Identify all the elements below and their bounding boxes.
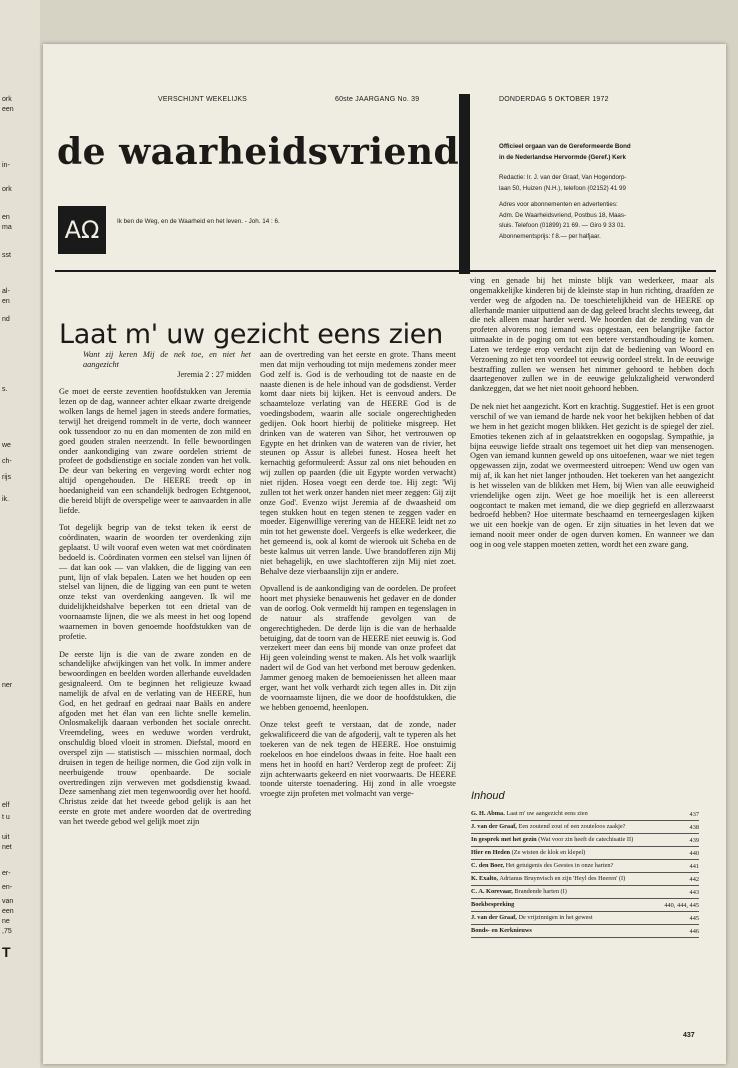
toc-entry-page: 445 [689, 915, 699, 922]
toc-entry-page: 443 [689, 889, 699, 896]
previous-page-fragment: t u [2, 814, 10, 821]
previous-page-edge [0, 0, 40, 1068]
toc-entry-author: G. H. Abma. [471, 810, 505, 817]
publication-info [499, 142, 719, 242]
toc-entry[interactable] [471, 821, 699, 834]
toc-entry-page: 439 [689, 837, 699, 844]
previous-page-fragment: ork [2, 186, 12, 193]
redactie-line-1: Redactie: Ir. J. van der Graaf, Van Hogendorp- [499, 174, 627, 181]
masthead-divider [459, 94, 470, 274]
previous-page-fragment: rijs [2, 474, 11, 481]
previous-page-fragment: s. [2, 386, 8, 393]
toc-entry-author: In gesprek met het gezin [471, 836, 537, 843]
toc-entry[interactable] [471, 886, 699, 899]
toc-entry-page: 440 [689, 850, 699, 857]
adres-line-1: Adres voor abonnementen en advertenties: [499, 201, 618, 208]
previous-page-fragment: nd [2, 316, 10, 323]
toc-entry-page: 438 [689, 824, 699, 831]
previous-page-fragment: sst [2, 252, 11, 259]
toc-entry-author: C. den Boer, [471, 862, 505, 869]
toc-title: Inhoud [471, 790, 505, 802]
article-epigraph: Want zij keren Mij de nek toe, en niet het aangezicht [83, 350, 251, 369]
previous-page-fragment: in- [2, 162, 10, 169]
adres-line-4: Abonnementsprijs: f 8.— per halfjaar. [499, 232, 601, 240]
previous-page-fragment: en [2, 298, 10, 305]
previous-page-fragment: en [2, 214, 10, 221]
previous-page-fragment: ne [2, 918, 10, 925]
toc-entry[interactable] [471, 873, 699, 886]
toc-entry[interactable] [471, 847, 699, 860]
organ-line-1: Officieel orgaan van de Gereformeerde Bond [499, 143, 631, 150]
paragraph: Onze tekst geeft te verstaan, dat de zonde, nader gekwalificeerd die van de afgoderij, valt te typeren als het toekeren van de nek tegen de HEERE. Hoe onstuimig roekeloos en hoe eindeloos dwaas in feite. Hoe haalt een mens het in hoofd en hart? Verderop zegt de profeet: Zij zijn achterwaarts gekeerd en niet voorwaarts. De HEERE toonde uiterste toenadering. Hij zond in alle vroegste vroegte zijn profeten met volmacht van verge- [260, 720, 456, 799]
toc-entry-page: 441 [689, 863, 699, 870]
article-epigraph-ref: Jeremia 2 : 27 midden [177, 369, 251, 379]
previous-page-fragment: T [2, 944, 11, 960]
previous-page-fragment: uit [2, 834, 10, 841]
previous-page-fragment: net [2, 844, 12, 851]
adres-line-3: sluis. Telefoon (01899) 21 69. — Giro 9 33 01. [499, 222, 626, 229]
adres-line-2: Adm. De Waarheidsvriend, Postbus 18, Maas- [499, 211, 627, 219]
masthead-title: de waarheidsvriend [57, 131, 460, 173]
toc-entry-title: (Wat voor zin heeft de catechisatie II) [538, 836, 634, 843]
masthead-rule-right [470, 270, 716, 272]
previous-page-fragment: ma [2, 224, 12, 231]
alpha-omega-logo: AΩ [58, 206, 106, 254]
previous-page-fragment: een [2, 908, 14, 915]
paragraph: aan de overtreding van het eerste en grote. Thans meent men dat mijn verhouding tot mijn medemens zonder meer God zelf is. God is de verhouding tot de naaste en de naaste dienen is de hele inhoud van de godsdienst. Verder komt daar niets bij kijken. Het is eenvoud anders. De schaamteloze verlating van de HEERE God is de voedingsbodem, waarin alle sociale ongerechtigheden gedijen. Ook hoort hierbij de politieke misgreep. Het drinken van de wateren van Sihor, het vertrouwen op Egypte en het drinken van de wateren van de rivier, het steunen op Assur is allebei funest. Hosea heeft het kernachtig geformuleerd: Assur zal ons niet behouden en wij zullen op paarden (die uit Egypte worden verwacht) niet rijden. Hosea voegt een derde toe. Hij zegt: 'Wij zullen tot het werk onzer handen niet meer zeggen: Gij zijt onze God'. Evenzo wijst Jeremia af de dwaasheid om tegen stukken hout en tegen stenen te zeggen vader en moeder. Eigenwillige verering van de HEERE leidt net zo min tot het gewenste doel. Vergeefs is elke wederkeer, die het gemeend is, ook al komt de wierook uit Scheba en de beste kalmus uit verren lande. Uwe brandofferen zijn Mij niet behagelijk, en uwe slachtofferen zijn Mij niet zoet. Behalve deze vierbaanslijn zijn er andere. [260, 350, 456, 576]
article-headline: Laat m' uw gezicht eens zien [59, 319, 443, 350]
previous-page-fragment: al- [2, 288, 10, 295]
masthead-rule [55, 270, 460, 272]
paragraph: Ge moet de eerste zeventien hoofdstukken van Jeremia lezen op de dag, wanneer achter elkaar zwarte dreigende wolken langs de hemel jagen in steeds andere formaties, terwijl het dreigend rommelt in de verte, doch wanneer ook tussendoor zo nu en dan momenten de zon mild en goed gouden stralen neerzendt. In felle bewoordingen onder aankondiging van zware oordelen striemt de profeet de godsdienstige en sociale zonden van het volk. De deur van bekering en vergeving wordt echter nog altijd opengehouden. De HEERE treedt op in hoedanigheid van een schandelijk bedrogen Echtgenoot, die bereid blijft de overspelige weer te aanvaarden in alle liefde. [59, 387, 251, 515]
organ-line-2: in de Nederlandse Hervormde (Geref.) Kerk [499, 153, 626, 161]
article-column-3 [470, 276, 714, 558]
previous-page-fragment: elf [2, 802, 10, 809]
paragraph: De eerste lijn is die van de zware zonden en de schandelijke afwijkingen van het volk. In immer andere bewoordingen en beelden worden allerhande euveldaden gesignaleerd. Om te beginnen het religieuze kwaad namelijk de afval en de verlating van de HEERE, hun God, en het gedraaf en gedraai naar Baäls en andere afgoden met het élan van een lichte snelle kemelin. Onlosmakelijk daaraan verbonden het sociale onrecht. Vreemdeling, wees en weduwe worden verdrukt, onschuldig bloed vloeit in stromen. Diefstal, moord en overspel zijn — statistisch — misschien normaal, doch druisen in tegen de heilige normen, die God zijn volk in neerbuigende trouw openbaarde. De sociale overtredingen zijn verweven met godsdienstig kwaad. Deze samenhang ziet men tegenwoordig over het hoofd. Christus zeide dat het tweede gebod gelijk is aan het eerste en grote met andere woorden dat de overtreding van het tweede gebod wel gelijk moet zijn [59, 649, 251, 826]
toc-entry-author: Bonds- en Kerknieuws [471, 927, 532, 934]
toc-entry-page: 437 [689, 811, 699, 818]
toc-entry-page: 446 [689, 928, 699, 935]
table-of-contents [471, 808, 699, 938]
toc-entry-title: De vrijzinnigen in het gewest [518, 914, 593, 921]
previous-page-fragment: ik. [2, 496, 9, 503]
toc-entry[interactable] [471, 925, 699, 938]
previous-page-fragment: ch- [2, 458, 12, 465]
previous-page-fragment: een [2, 106, 14, 113]
article-column-2 [260, 350, 456, 807]
newspaper-page [43, 44, 726, 1064]
toc-entry[interactable] [471, 912, 699, 925]
toc-entry-author: Hier en Heden [471, 849, 511, 856]
previous-page-fragment: er- [2, 870, 11, 877]
previous-page-fragment: en- [2, 884, 13, 891]
header-frequency: VERSCHIJNT WEKELIJKS [158, 96, 248, 103]
toc-entry[interactable] [471, 860, 699, 873]
paragraph: ving en genade bij het minste blijk van wederkeer, maar als ongemakkelijke kinderen bij de kleinste stap in hun richting, draafden ze verder weg de afgoden na. De toeschietelijkheid van de HEERE op allerhande manier uitputtend aan de dag geleed bracht slechts teweeg, dat die nek alleen maar harder werd. We hoorden dat de zending van de profeten alvorens nog iemand was opgestaan, een belangrijke factor uitmaakte in de poging om tot een betere verstandhouding te komen. Laten we terdege erop verdacht zijn dat de bediening van Woord en Verzoening zo niet ten voordeel tot eeuwig oordeel strekt. In de eeuwige bestraffing zullen we wensen het nimmer gehoord te hebben doch daartegenover zullen we in de eeuwige gelukzaligheid verwonderd dankzeggen, dat we het niet nooit gehoord hebben. [470, 276, 714, 394]
redactie-line-2: laan 50, Huizen (N.H.), telefoon (02152) 41 99 [499, 184, 626, 192]
toc-entry-author: J. van der Graaf, [471, 914, 517, 921]
toc-entry-title: (Ze wisten de klok en klepel) [511, 849, 586, 856]
toc-entry-title: Adrianus Bruynvisch en zijn 'Heyl des Heeren' (I) [499, 875, 626, 882]
toc-entry-author: K. Exalto, [471, 875, 499, 882]
article-column-1 [59, 350, 251, 835]
toc-entry[interactable] [471, 808, 699, 821]
previous-page-fragment: ner [2, 682, 13, 689]
toc-entry[interactable] [471, 899, 699, 912]
toc-entry-author: Boekbespreking [471, 901, 515, 908]
toc-entry-page: 440, 444, 445 [664, 902, 699, 909]
toc-entry-page: 442 [689, 876, 699, 883]
toc-entry-title: Laat m' uw aangezicht eens zien [506, 810, 588, 817]
toc-entry-author: C. A. Korevaar, [471, 888, 513, 895]
header-date: DONDERDAG 5 OKTOBER 1972 [499, 96, 609, 103]
toc-entry[interactable] [471, 834, 699, 847]
paragraph: Tot degelijk begrip van de tekst teken ik eerst de coördinaten, waarin de woorden ter overdenking zijn geplaatst. U wilt vooraf even weten wat met coördinaten bedoeld is. Coördinaten vormen een stelsel van lijnen óf — dat kan ook — van vlakken, die de ligging van een punt, lijn of vlak bepalen. Laten we het houden op een stelsel van lijnen, die de ligging van een punt te weten onze tekst van overdenking aangeven. Ik wil me duidelijkheidshalve beperken tot een drietal van de voornaamste lijnen, die we als meest in het oog lopend waarnemen in boven genoemde hoofdstukken van de profetie. [59, 523, 251, 641]
page-number: 437 [683, 1032, 695, 1039]
previous-page-fragment: we [2, 442, 11, 449]
toc-entry-title: Het getuigenis des Geestes in onze harten? [505, 862, 614, 869]
paragraph: Opvallend is de aankondiging van de oordelen. De profeet hoort met physieke benauwenis het gedaver en de donder van de oorlog. Ook vermeldt hij rampen en tegenslagen in de natuur als straffende gevolgen van de ongerechtigheden. De derde lijn is die van de herhaalde betuiging, dat de toorn van de HEERE niet eeuwig is. God verzekert meer dan eens bij monde van onze profeet dat Hij geen voleinding wenst te maken. Als het volk waarlijk nadert wil de God van het verbond met berouw gedenken. Jammer genoeg maken de bemoeienissen het alleen maar erger, want het volk verhardt zich tegen alles in. Dit zijn de voornaamste lijnen, die we door de hoofdstukken, die we hebben genoemd, heenlopen. [260, 584, 456, 712]
header-volume: 60ste JAARGANG No. 39 [335, 96, 420, 103]
previous-page-fragment: van [2, 898, 14, 905]
previous-page-fragment: ,75 [2, 928, 12, 935]
previous-page-fragment: ork [2, 96, 12, 103]
toc-entry-title: Brandende harten (I) [514, 888, 567, 895]
masthead-motto: Ik ben de Weg, en de Waarheid en het leven. - Joh. 14 : 6. [117, 218, 280, 225]
paragraph: De nek niet het aangezicht. Kort en krachtig. Suggestief. Het is een groot verschil of we van iemand de harde nek voor het bekijken hebben of dat we hem in het gezicht mogen blikken. Het gezicht is de spiegel der ziel. Emoties tekenen zich af in gelaatstrekken en oogopslag. Sympathie, ja bijna eeuwige liefde straalt ons tegemoet uit het diep van mensenogen. Ogen van iemand kunnen geweld op ons uitoefenen, waar we niet tegen opgewassen zijn, zodat we overmeesterd uitroepen: Wend uw ogen van mij af, ik kan het niet langer jnthouden. Het toekeren van het aangezicht is het wisselen van de blikken met Hem, bij Wien van alle eeuwigheid vriendelijke ogen zijn. Weet ge hoe moeilijk het is een allereerst oogcontact te maken met iemand, die we diep gegriefd en allerzwaarst bedroefd hebben? Hoe uitermate beschaamd en terneergeslagen kijken we uit een hoekje van de ogen. Er zijn situaties in het leven dat we iemand nooit meer onder de ogen durven komen. En wanneer we dan oog in oog vele stappen moeten zetten, wordt het een zware gang. [470, 402, 714, 549]
toc-entry-title: Een zoutend zout of een zouteloos zaakje? [518, 823, 626, 830]
toc-entry-author: J. van der Graaf, [471, 823, 517, 830]
